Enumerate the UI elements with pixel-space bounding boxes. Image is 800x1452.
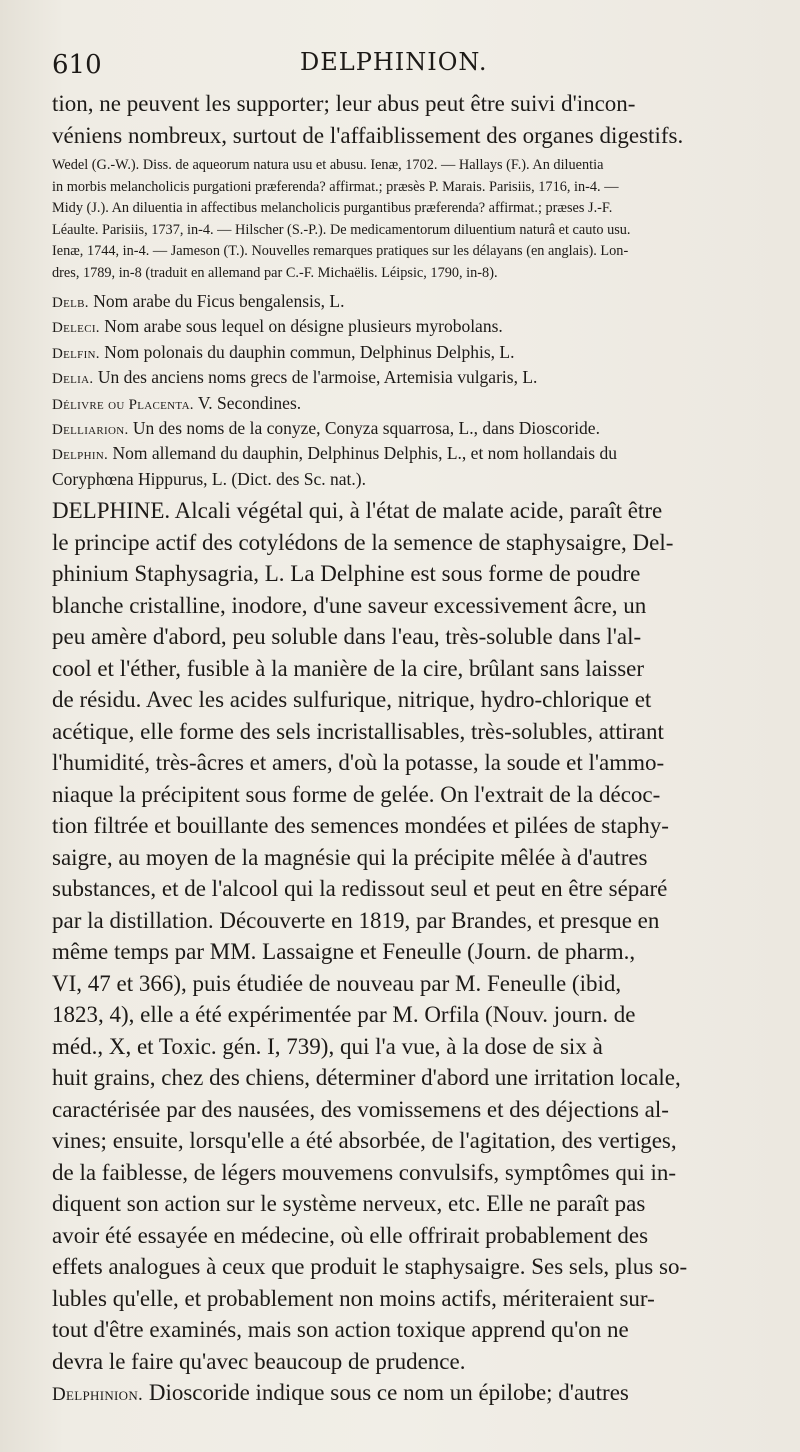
dictionary-entry	[52, 315, 782, 340]
entry-term: Deleci.	[52, 320, 100, 337]
entry-term: Delphinion.	[52, 1384, 144, 1406]
entry-text: Nom polonais du dauphin commun, Delphinus Delphis, L.	[104, 341, 515, 362]
continuation-paragraph	[52, 88, 782, 151]
entry-term: Delfin.	[52, 345, 100, 362]
page-header	[0, 44, 800, 84]
article-line: devra le faire qu'avec beaucoup de prudence.	[52, 1348, 466, 1374]
article-line: caractérisée par des nausées, des vomissemens et des déjections al-	[52, 1096, 669, 1122]
entry-text: Nom allemand du dauphin, Delphinus Delphis, L., et nom hollandais du	[112, 443, 617, 464]
article-line: vines; ensuite, lorsqu'elle a été absorbée, de l'agitation, des vertiges,	[52, 1128, 677, 1154]
dictionary-entry-continuation	[52, 468, 782, 491]
bibliography-line: dres, 1789, in-8 (traduit en allemand par C.-F. Michaëlis. Léipsic, 1790, in-8).	[52, 264, 498, 281]
article-line: niaque la précipitent sous forme de gelée. On l'extrait de la décoc-	[52, 781, 661, 807]
article-line: de résidu. Avec les acides sulfurique, nitrique, hydro-chlorique et	[52, 687, 652, 713]
article-line: lubles qu'elle, et probablement non moins actifs, mériteraient sur-	[52, 1285, 655, 1311]
article-line: 1823, 4), elle a été expérimentée par M. Orfila (Nouv. journ. de	[52, 1002, 636, 1028]
entry-text: Nom arabe sous lequel on désigne plusieurs myrobolans.	[104, 316, 503, 337]
entry-text: Un des anciens noms grecs de l'armoise, Artemisia vulgaris, L.	[97, 367, 538, 388]
article-line: par la distillation. Découverte en 1819, par Brandes, et presque en	[52, 907, 660, 933]
article-line: acétique, elle forme des sels incristallisables, très-solubles, attirant	[52, 718, 664, 744]
bibliography-line: in morbis melancholicis purgationi præferenda? affirmat.; præsès P. Marais. Parisiis, 1716, in-4. —	[52, 178, 619, 195]
dictionary-entry	[52, 341, 782, 366]
article-line: peu amère d'abord, peu soluble dans l'eau, très-soluble dans l'al-	[52, 624, 642, 650]
text-line: véniens nombreux, surtout de l'affaiblissement des organes digestifs.	[52, 122, 684, 148]
dictionary-entry	[52, 417, 782, 442]
bibliography-line: Ienæ, 1744, in-4. — Jameson (T.). Nouvelles remarques pratiques sur les délayans (en anglais). Lon-	[52, 243, 629, 259]
entry-text: Un des noms de la conyze, Conyza squarrosa, L., dans Dioscoride.	[132, 418, 600, 439]
entry-term: Delliarion.	[52, 422, 129, 439]
article-line: tout d'être examinés, mais son action toxique apprend qu'on ne	[52, 1317, 629, 1343]
bibliography-line: Léaulte. Parisiis, 1737, in-4. — Hilscher (S.-P.). De medicamentorum diluentium naturâ et cauto usu.	[52, 221, 631, 238]
entry-term: Delphin.	[52, 447, 109, 464]
article-line: même temps par MM. Lassaigne et Feneulle (Journ. de pharm.,	[52, 939, 636, 965]
bibliography-block	[52, 155, 782, 284]
article-line: phinium Staphysagria, L. La Delphine est sous forme de poudre	[52, 561, 641, 587]
article-line: substances, et de l'alcool qui la redissout seul et peut en être séparé	[52, 876, 668, 902]
article-line: VI, 47 et 366), puis étudiée de nouveau par M. Feneulle (ibid,	[52, 970, 622, 996]
article-line: le principe actif des cotylédons de la semence de staphysaigre, Del-	[52, 529, 674, 555]
entry-term: Delia.	[52, 371, 94, 388]
article-line: DELPHINE. Alcali végétal qui, à l'état de malate acide, paraît être	[52, 498, 663, 524]
dictionary-entry	[52, 392, 782, 417]
article-line: saigre, au moyen de la magnésie qui la précipite mêlée à d'autres	[52, 844, 648, 870]
entry-text: Nom arabe du Ficus bengalensis, L.	[93, 291, 345, 311]
page-number: 610	[52, 50, 102, 80]
entry-text: V. Secondines.	[197, 392, 302, 413]
article-line: l'humidité, très-âcres et amers, d'où la potasse, la soude et l'ammo-	[52, 750, 665, 776]
text-line: tion, ne peuvent les supporter; leur abus peut être suivi d'incon-	[52, 91, 636, 116]
article-line: de la faiblesse, de légers mouvemens convulsifs, symptômes qui in-	[52, 1159, 677, 1185]
article-line: blanche cristalline, inodore, d'une saveur excessivement âcre, un	[52, 592, 647, 618]
entry-text: Coryphœna Hippurus, L. (Dict. des Sc. nat.).	[52, 468, 366, 489]
article-line: cool et l'éther, fusible à la manière de la cire, brûlant sans laisser	[52, 655, 645, 681]
entry-term: Délivre ou Placenta.	[52, 396, 194, 413]
delphinion-entry	[52, 1377, 782, 1411]
dictionary-entry	[52, 366, 782, 391]
delphine-article	[52, 495, 782, 1377]
article-line: avoir été essayée en médecine, où elle offrirait probablement des	[52, 1222, 649, 1248]
dictionary-entry	[52, 290, 782, 315]
article-line: méd., X, et Toxic. gén. I, 739), qui l'a vue, à la dose de six à	[52, 1033, 603, 1059]
entry-term: Delb.	[52, 295, 89, 311]
article-line: huit grains, chez des chiens, déterminer d'abord une irritation locale,	[52, 1065, 681, 1091]
running-head: DELPHINION.	[300, 48, 488, 76]
bibliography-line: Wedel (G.-W.). Diss. de aqueorum natura usu et abusu. Ienæ, 1702. — Hallays (F.). An diluentia	[52, 157, 604, 173]
article-line: tion filtrée et bouillante des semences mondées et pilées de staphy-	[52, 813, 669, 839]
short-entries	[52, 290, 782, 491]
article-line: diquent son action sur le système nerveux, etc. Elle ne paraît pas	[52, 1191, 646, 1217]
dictionary-entry	[52, 442, 782, 467]
page-body	[52, 88, 782, 1411]
bibliography-line: Midy (J.). An diluentia in affectibus melancholicis purgantibus præferenda? affirmat.; præses J.-F.	[52, 200, 613, 216]
article-line: effets analogues à ceux que produit le staphysaigre. Ses sels, plus so-	[52, 1254, 688, 1280]
entry-text: Dioscoride indique sous ce nom un épilobe; d'autres	[148, 1380, 629, 1406]
